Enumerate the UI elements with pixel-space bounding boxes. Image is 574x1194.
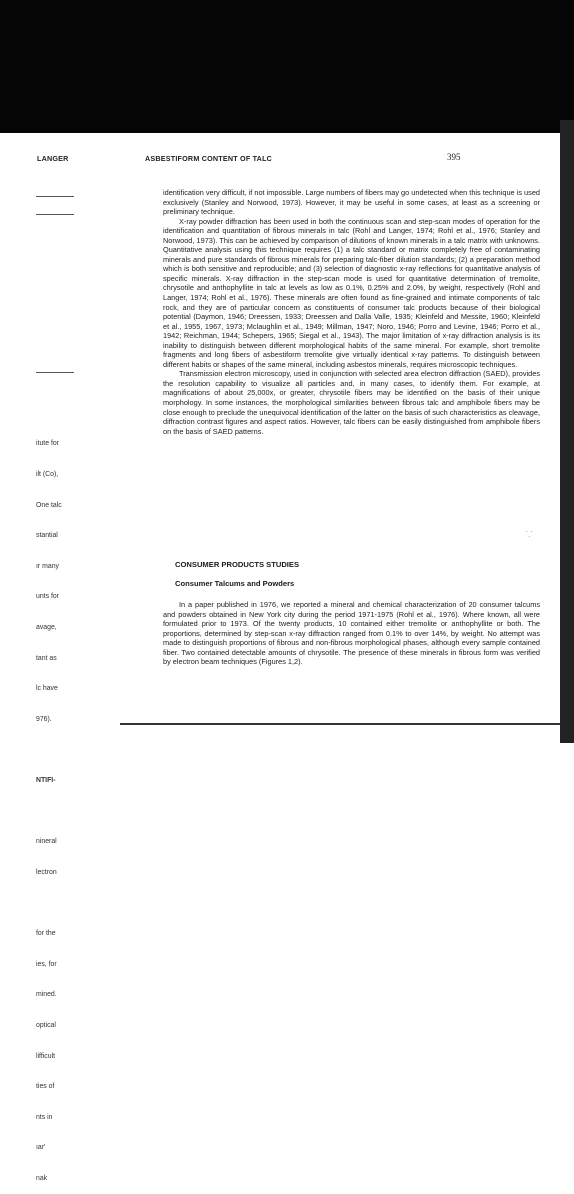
page-number: 395: [447, 152, 461, 162]
margin-fragment: [36, 807, 62, 817]
paragraph-consumer-talcums: In a paper published in 1976, we reported a mineral and chemical characterization of 20 consumer talcums and powders obtained in New York city during the period 1971-1975 (Rohl et al., 1976). Where known, all were formulated prior to 1973. Of the twenty products, 10 contained either tremolite or anthophyllite or both. The proportions, determined by step-scan x-ray diffraction ranged from 0.1% to over 14%, by weight. No attempt was made to distinguish proportions of fibrous and non-fibrous morphological phases, although every sample contained fiber. Two contained detectable amounts of chrysotile. The presence of these minerals in fibrous form was verified by electron beam techniques (Figures 1,2).: [163, 600, 540, 667]
margin-fragment: One talc: [36, 501, 62, 509]
left-running-head: LANGER: [37, 154, 69, 163]
margin-fragment: NTIFI-: [36, 777, 56, 785]
margin-fragment: unts for: [36, 593, 59, 601]
bottom-edge-line: [120, 723, 560, 725]
margin-fragment: [36, 746, 62, 756]
margin-mark: ⸪: [526, 530, 533, 539]
margin-rule: [36, 196, 74, 197]
margin-fragment: lc have: [36, 685, 58, 693]
subsection-heading: Consumer Talcums and Powders: [175, 579, 295, 588]
margin-fragment: nts in: [36, 1113, 53, 1121]
margin-rule: [36, 214, 74, 215]
body-text-bottom: [163, 600, 540, 667]
margin-fragment: ilt (Co),: [36, 471, 59, 479]
margin-fragment: itute for: [36, 440, 59, 448]
margin-fragment: nak: [36, 1175, 48, 1183]
margin-fragment: lectron: [36, 868, 57, 876]
margin-fragment: optical: [36, 1021, 56, 1029]
margin-fragment: tant as: [36, 654, 57, 662]
margin-rule: [36, 372, 74, 373]
scan-right-edge: [560, 120, 574, 743]
left-margin-fragments: [36, 419, 62, 1194]
margin-fragment: avage,: [36, 624, 57, 632]
margin-fragment: ır many: [36, 562, 59, 570]
scan-dark-band: [0, 0, 574, 133]
margin-fragment: nineral: [36, 838, 57, 846]
margin-fragment: [36, 899, 62, 909]
margin-fragment: stantial: [36, 532, 58, 540]
margin-fragment: lifficult: [36, 1052, 56, 1060]
paragraph-fiber-detection: identification very difficult, if not impossible. Large numbers of fibers may go undetected when this technique is used exclusively (Stanley and Norwood, 1973). However, it may be useful in some cases, at least as a screening or preliminary technique.: [163, 188, 540, 217]
running-title: ASBESTIFORM CONTENT OF TALC: [145, 154, 273, 163]
paragraph-xray-diffraction: X-ray powder diffraction has been used in both the continuous scan and step-scan modes of operation for the identification and quantitation of fibrous minerals in talc (Rohl and Langer, 1974; Rohl et al., 1976; Stanley and Norwood, 1973). This can be achieved by comparison of dilutions of known minerals in a talc matrix with unknowns. Quantitative analysis using this technique requires (1) a talc standard or matrix completely free of contaminating minerals and pure standards of fibrous minerals for preparing talc-fiber dilution standards; (2) a preparation method which is both sensitive and reproducible; and (3) selection of diagnostic x-ray reflections for quantitative analysis of specific minerals. X-ray diffraction in the step-scan mode is used for quantitative determination of tremolite, chrysotile and anthophyllite in talc at levels as low as 0.1%, 0.25% and 2.0%, by weight, respectively (Rohl and Langer, 1974; Rohl et al., 1976). These minerals are often found as fine-grained and intimate components of talc rock, and they are of particular concern as constituents of consumer talc products because of their biological potential (Daymon, 1946; Dreessen, 1933; Dreessen and Dalla Valle, 1935; Kleinfeld and Messite, 1960; Kleinfeld et al., 1955, 1967, 1973; Mclaughlin et al., 1949; Millman, 1947; Noro, 1946; Porro and Levine, 1946; Porro et al., 1942; Reichman, 1944; Schepers, 1965; Siegal et al., 1943). The major limitation of x-ray diffraction analysis is its inability to distinguish between different morphological habits of the same mineral. For example, short tremolite fragments and long fibers of asbestiform tremolite give virtually identical x-ray patterns. To distinguish between different habits or shapes of the same mineral, including asbestos minerals, requires microscopic techniques.: [163, 216, 540, 369]
paragraph-electron-microscopy: Transmission electron microscopy, used in conjunction with selected area electron diffraction (SAED), provides the resolution capability to visualize all particles and, in many cases, to identify them. For example, at magnifications of about 25,000x, or greater, chrysotile fibers may be identified on the basis of their unique morphology. In some instances, the morphological similarities between fibrous talc and amphibole fibers may be close enough to preclude the unequivocal identification of the latter on the basis of such characteristics as cleavage, diffraction contrast figures and aspect ratios. However, talc fibers can be easily distinguished from amphibole fibers on the basis of SAED patterns.: [163, 369, 540, 436]
margin-fragment: 976).: [36, 715, 52, 723]
margin-fragment: for the: [36, 930, 56, 938]
body-text-top: [163, 188, 540, 436]
section-heading: CONSUMER PRODUCTS STUDIES: [175, 560, 300, 569]
margin-fragment: ies, for: [36, 960, 57, 968]
margin-fragment: mined.: [36, 991, 57, 999]
margin-fragment: ıar': [36, 1144, 46, 1152]
margin-fragment: ties of: [36, 1083, 55, 1091]
